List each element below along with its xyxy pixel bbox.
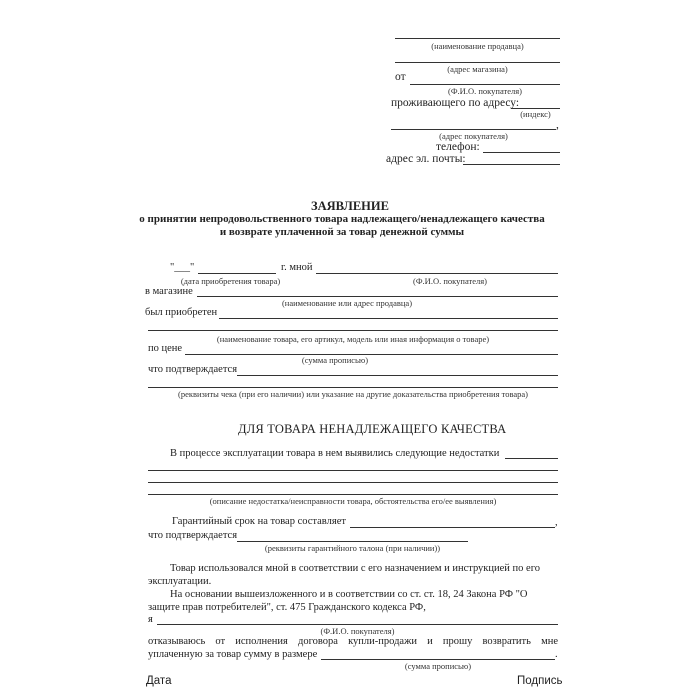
shop-line[interactable] (197, 296, 558, 297)
defects-label: В процессе эксплуатации товара в нем выявились следующие недостатки (170, 448, 500, 459)
residing-label: проживающего по адресу: (391, 97, 520, 109)
date-quote: "___" (170, 262, 195, 273)
usage-line-2: эксплуатации. (148, 576, 212, 587)
warranty-line[interactable] (350, 527, 555, 528)
ya-label: я (148, 614, 153, 625)
bought-label: был приобретен (145, 307, 218, 318)
phone-label: телефон: (436, 141, 480, 153)
confirmed-label: что подтверждается (148, 364, 238, 375)
goods-caption: (наименование товара, его артикул, модель или иная информация о товаре) (216, 334, 490, 344)
section-heading: ДЛЯ ТОВАРА НЕНАДЛЕЖАЩЕГО КАЧЕСТВА (238, 422, 507, 436)
receipt-caption: (реквизиты чека (при его наличии) или указание на другие доказательства приобретения товара) (178, 389, 528, 399)
refuse-line-1: отказываюсь от исполнения договора купли-продажи и прошу возвратить мне (148, 636, 558, 647)
email-line[interactable] (463, 164, 560, 165)
purchase-date-caption: (дата приобретения товара) (180, 276, 281, 286)
warranty-confirmed-label: что подтверждается (148, 530, 238, 541)
defects-line-1[interactable] (505, 458, 558, 459)
basis-line-2: защите прав потребителей", ст. 475 Гражданского кодекса РФ, (148, 602, 426, 613)
warranty-doc-line[interactable] (237, 541, 468, 542)
buyer-name-line[interactable] (316, 273, 558, 274)
goods-line-2[interactable] (148, 330, 558, 331)
refund-period: . (555, 649, 558, 660)
shop-address-caption: (адрес магазина) (447, 64, 508, 74)
seller-caption: (наименование продавца) (431, 41, 524, 51)
document-subtitle-1: о принятии непродовольственного товара надлежащего/ненадлежащего качества (139, 213, 545, 225)
from-label: от (395, 71, 406, 83)
defects-line-2[interactable] (148, 470, 558, 471)
document-title: ЗАЯВЛЕНИЕ (311, 199, 389, 213)
ya-fio-caption: (Ф.И.О. покупателя) (320, 626, 395, 636)
shop-address-line[interactable] (395, 62, 560, 63)
warranty-label: Гарантийный срок на товар составляет (172, 516, 346, 527)
receipt-line-1[interactable] (237, 375, 558, 376)
receipt-line-2[interactable] (148, 387, 558, 388)
signature-label: Подпись (517, 675, 563, 687)
phone-line[interactable] (483, 152, 560, 153)
defects-line-3[interactable] (148, 482, 558, 483)
shop-caption: (наименование или адрес продавца) (281, 298, 413, 308)
warranty-comma: , (555, 517, 558, 528)
buyer-address-caption: (адрес покупателя) (439, 131, 508, 141)
defects-line-4[interactable] (148, 494, 558, 495)
in-shop-label: в магазине (145, 286, 193, 297)
body-fio-caption: (Ф.И.О. покупателя) (413, 276, 487, 286)
goods-line-1[interactable] (219, 318, 558, 319)
sum-caption: (сумма прописью) (301, 355, 369, 365)
refuse-line-2: уплаченную за товар сумму в размере (148, 649, 318, 660)
document-subtitle-2: и возврате уплаченной за товар денежной суммы (219, 226, 465, 238)
date-label: Дата (146, 675, 172, 687)
usage-line-1: Товар использовался мной в соответствии с его назначением и инструкцией по его (170, 563, 541, 574)
address-comma: , (556, 119, 559, 131)
refund-sum-line[interactable] (321, 659, 555, 660)
email-label: адрес эл. почты: (386, 153, 466, 165)
defects-caption: (описание недостатка/неисправности товара, обстоятельства его/ее выявления) (209, 496, 497, 506)
buyer-address-line[interactable] (391, 129, 556, 130)
seller-name-line[interactable] (395, 38, 560, 39)
warranty-caption: (реквизиты гарантийного талона (при наличии)) (264, 543, 441, 553)
refund-sum-caption: (сумма прописью) (404, 661, 472, 671)
price-label: по цене (148, 343, 183, 354)
city-by-me: г. мной (281, 262, 313, 273)
buyer-fio-line[interactable] (410, 84, 560, 85)
purchase-date-line[interactable] (198, 273, 276, 274)
index-caption: (индекс) (520, 109, 551, 119)
ya-fio-line[interactable] (157, 624, 558, 625)
basis-line-1: На основании вышеизложенного и в соответствии со ст. ст. 18, 24 Закона РФ "О (170, 589, 528, 600)
buyer-fio-caption: (Ф.И.О. покупателя) (448, 86, 522, 96)
